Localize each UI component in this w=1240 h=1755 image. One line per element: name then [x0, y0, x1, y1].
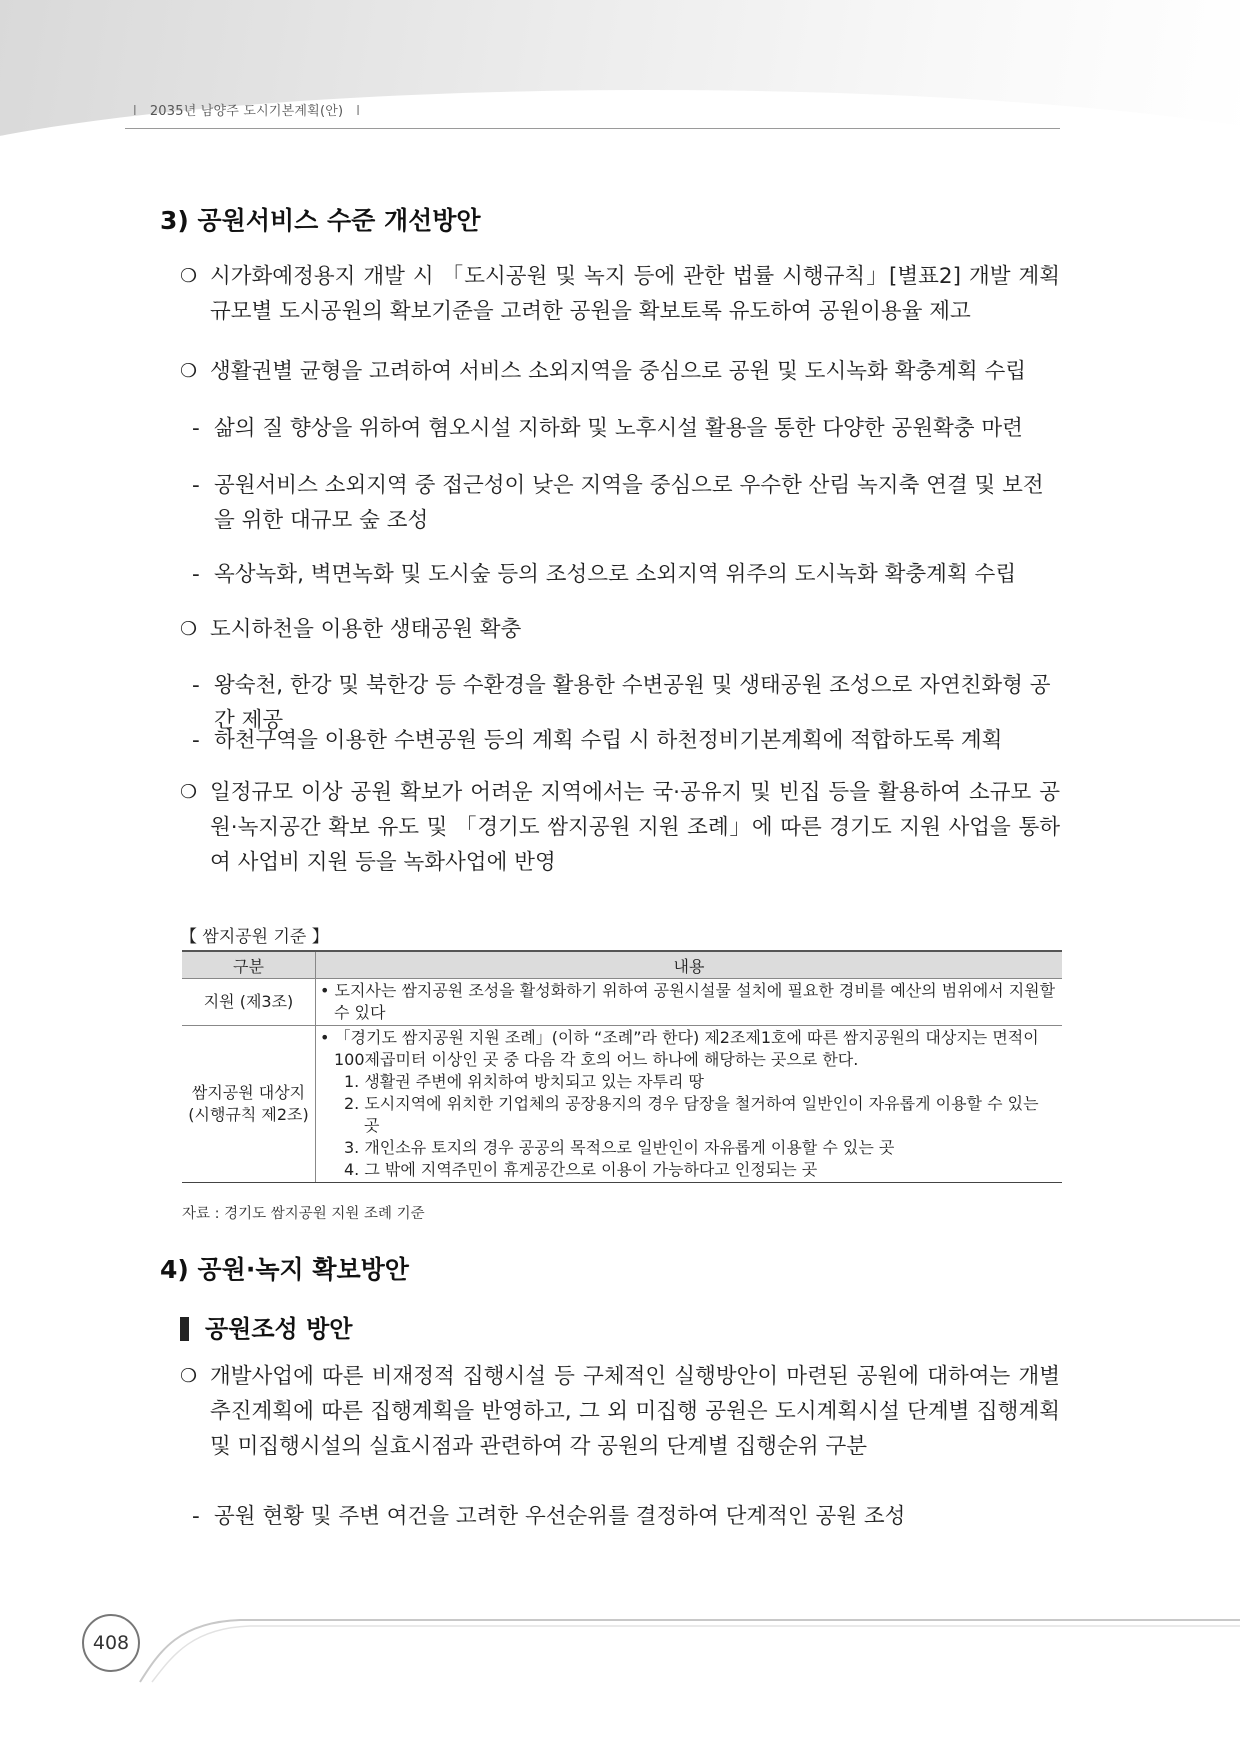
page-number-badge	[82, 1614, 142, 1674]
page-number: 408	[82, 1614, 140, 1672]
running-header	[133, 100, 360, 119]
dash-item	[192, 411, 1060, 446]
column-header: 내용	[316, 951, 1063, 979]
dash-text: 하천구역을 이용한 수변공원 등의 계획 수립 시 하천정비기본계획에 적합하도록 계획	[214, 728, 1003, 753]
row-bullet-mark: •	[320, 1028, 330, 1047]
row-text: 도지사는 쌈지공원 조성을 활성화하기 위하여 공원시설물 설치에 필요한 경비를 예산의 범위에서 지원할 수 있다	[334, 981, 1056, 1022]
bullet-text: 도시하천을 이용한 생태공원 확충	[210, 617, 522, 642]
footer-swoosh-decoration	[100, 1610, 1240, 1690]
circle-bullet-icon: ❍	[180, 360, 198, 382]
bullet-text: 개발사업에 따른 비재정적 집행시설 등 구체적인 실행방안이 마련된 공원에 대하여는 개별 추진계획에 따른 집행계획을 반영하고, 그 외 미집행 공원은 도시계획시설 단계별 집행계획 및 미집행시설의 실효시점과 관련하여 각 공원의 단계별 집행순위 구분	[210, 1364, 1060, 1459]
square-bullet-icon	[180, 1317, 189, 1341]
section-3-title: 3) 공원서비스 수준 개선방안	[160, 206, 481, 235]
running-title: 2035년 남양주 도시기본계획(안)	[149, 104, 344, 119]
row-content	[316, 1026, 1063, 1183]
header-separator-right: l	[356, 104, 361, 119]
bullet-text: 생활권별 균형을 고려하여 서비스 소외지역을 중심으로 공원 및 도시녹화 확충계획 수립	[210, 359, 1027, 384]
column-header: 구분	[182, 951, 316, 979]
dash-item	[192, 1499, 1060, 1534]
bullet-text: 시가화예정용지 개발 시 「도시공원 및 녹지 등에 관한 법률 시행규칙」[별표2] 개발 계획 규모별 도시공원의 확보기준을 고려한 공원을 확보토록 유도하여 공원이용율 제고	[210, 264, 1060, 324]
row-label: 지원 (제3조)	[182, 979, 316, 1026]
table-header-row	[182, 951, 1062, 979]
dash-text: 왕숙천, 한강 및 북한강 등 수환경을 활용한 수변공원 및 생태공원 조성으로 자연친화형 공간 제공	[214, 673, 1051, 733]
row-content-text	[320, 1027, 1058, 1071]
bullet-item	[180, 259, 1060, 329]
dash-text: 공원 현황 및 주변 여건을 고려한 우선순위를 결정하여 단계적인 공원 조성	[214, 1504, 906, 1529]
table-subitem: 1. 생활권 주변에 위치하여 방치되고 있는 자투리 땅	[344, 1072, 704, 1091]
row-content-text	[320, 980, 1058, 1024]
circle-bullet-icon: ❍	[180, 265, 198, 287]
table-title: 【 쌈지공원 기준 】	[180, 927, 329, 947]
subheading	[180, 1309, 352, 1344]
dash-item	[192, 468, 1060, 538]
row-label: 쌈지공원 대상지 (시행규칙 제2조)	[182, 1026, 316, 1183]
bullet-item	[180, 1359, 1060, 1464]
bullet-text: 일정규모 이상 공원 확보가 어려운 지역에서는 국·공유지 및 빈집 등을 활용하여 소규모 공원·녹지공간 확보 유도 및 「경기도 쌈지공원 지원 조례」에 따른 경기도 지원 사업을 통하여 사업비 지원 등을 녹화사업에 반영	[210, 780, 1060, 875]
dash-mark: -	[192, 673, 200, 698]
header-separator-left: l	[133, 104, 137, 119]
table-subitem: 4. 그 밖에 지역주민이 휴게공간으로 이용이 가능하다고 인정되는 곳	[344, 1160, 818, 1179]
dash-text: 옥상녹화, 벽면녹화 및 도시숲 등의 조성으로 소외지역 위주의 도시녹화 확충계획 수립	[214, 562, 1017, 587]
dash-mark: -	[192, 416, 200, 441]
circle-bullet-icon: ❍	[180, 1365, 198, 1387]
table-subitem: 2. 도시지역에 위치한 기업체의 공장용지의 경우 담장을 철거하여 일반인이 자유롭게 이용할 수 있는 곳	[344, 1094, 1039, 1135]
dash-text: 공원서비스 소외지역 중 접근성이 낮은 지역을 중심으로 우수한 산림 녹지축 연결 및 보전을 위한 대규모 숲 조성	[214, 473, 1044, 533]
header-rule	[125, 128, 1060, 129]
dash-item	[192, 723, 1060, 758]
table-row	[182, 1026, 1062, 1183]
bullet-item	[180, 775, 1060, 880]
dash-mark: -	[192, 562, 200, 587]
bullet-item	[180, 354, 1060, 389]
row-content	[316, 979, 1063, 1026]
dash-mark: -	[192, 728, 200, 753]
pocket-park-criteria-table	[182, 950, 1062, 1183]
dash-text: 삶의 질 향상을 위하여 혐오시설 지하화 및 노후시설 활용을 통한 다양한 공원확충 마련	[214, 416, 1023, 441]
table-source-note: 자료 : 경기도 쌈지공원 지원 조례 기준	[182, 1206, 425, 1222]
circle-bullet-icon: ❍	[180, 781, 198, 803]
bullet-item	[180, 612, 1060, 647]
subheading-text: 공원조성 방안	[205, 1315, 353, 1343]
row-bullet-mark: •	[320, 981, 330, 1000]
table-subitem: 3. 개인소유 토지의 경우 공공의 목적으로 일반인이 자유롭게 이용할 수 있는 곳	[344, 1138, 895, 1157]
circle-bullet-icon: ❍	[180, 618, 198, 640]
dash-mark: -	[192, 1504, 200, 1529]
dash-mark: -	[192, 473, 200, 498]
row-text: 「경기도 쌈지공원 지원 조례」(이하 “조례”라 한다) 제2조제1호에 따른 쌈지공원의 대상지는 면적이 100제곱미터 이상인 곳 중 다음 각 호의 어느 하나에 해당하는 곳으로 한다.	[334, 1028, 1039, 1069]
dash-item	[192, 557, 1060, 592]
table-row	[182, 979, 1062, 1026]
section-4-title: 4) 공원·녹지 확보방안	[160, 1255, 409, 1284]
